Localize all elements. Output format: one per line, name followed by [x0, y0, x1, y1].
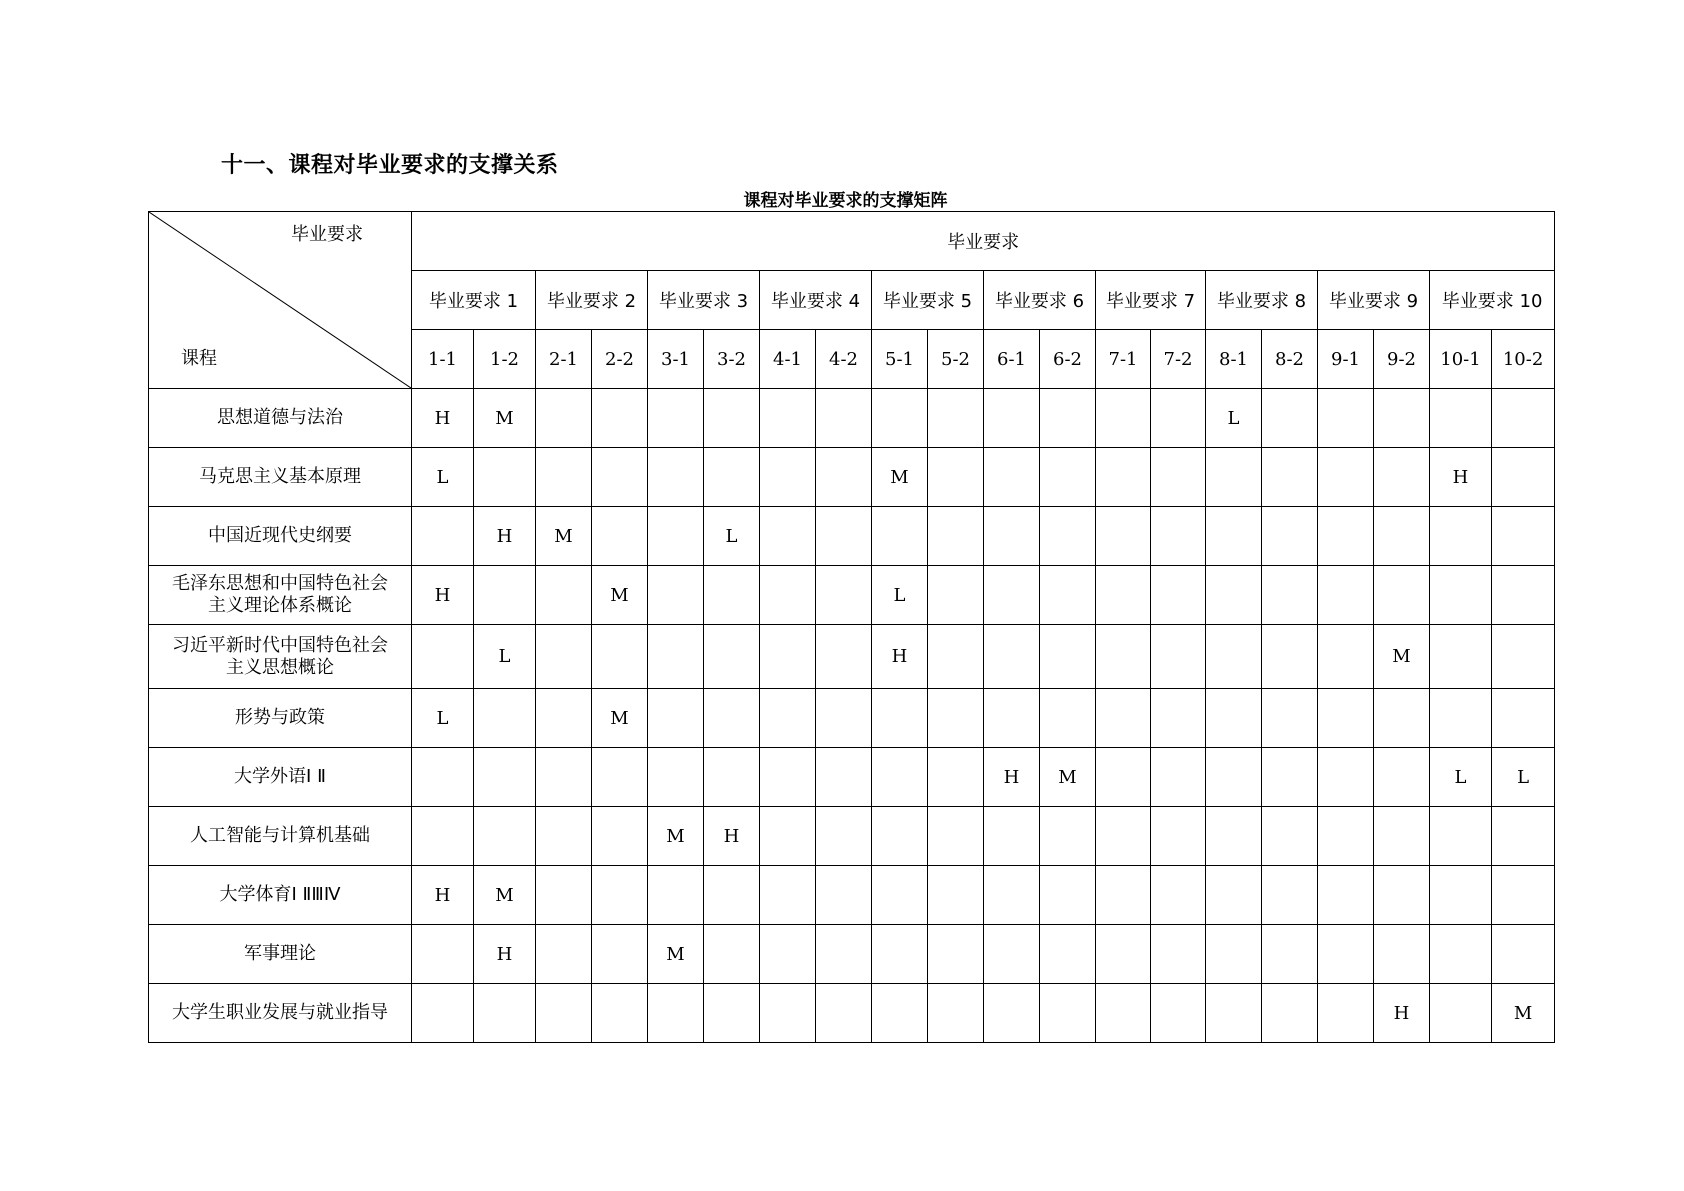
- course-name-cell: [149, 866, 412, 925]
- sub-requirement-1-1: 1-1: [412, 330, 474, 389]
- support-level-cell: [1318, 807, 1374, 866]
- requirement-group-4: 毕业要求 4: [760, 271, 872, 330]
- support-level-cell: [816, 748, 872, 807]
- support-level-cell: [760, 866, 816, 925]
- support-level-cell: [760, 689, 816, 748]
- support-level-cell: [1151, 566, 1206, 625]
- course-name-line: 中国近现代史纲要: [208, 525, 352, 546]
- support-level-cell: [872, 984, 928, 1043]
- support-level-cell: [592, 866, 648, 925]
- support-level-cell: [536, 389, 592, 448]
- support-level-cell: [1430, 566, 1492, 625]
- support-level-cell: [1262, 566, 1318, 625]
- support-level-cell: [1151, 984, 1206, 1043]
- sub-requirement-6-2: 6-2: [1040, 330, 1096, 389]
- section-title: 十一、课程对毕业要求的支撑关系: [221, 153, 559, 178]
- course-name-line: 军事理论: [244, 943, 316, 964]
- support-level-cell: [1040, 625, 1096, 689]
- support-level-cell: [760, 448, 816, 507]
- support-level-cell: [1040, 807, 1096, 866]
- course-name-cell: [149, 925, 412, 984]
- support-level-cell: H: [474, 507, 536, 566]
- support-level-cell: [1096, 866, 1151, 925]
- sub-requirement-4-1: 4-1: [760, 330, 816, 389]
- support-level-cell: [760, 984, 816, 1043]
- support-level-cell: [1430, 625, 1492, 689]
- requirement-group-8: 毕业要求 8: [1206, 271, 1318, 330]
- support-level-cell: [928, 866, 984, 925]
- support-level-cell: [474, 748, 536, 807]
- support-level-cell: [1492, 507, 1555, 566]
- support-level-cell: [1151, 925, 1206, 984]
- course-name-line: 马克思主义基本原理: [199, 466, 361, 487]
- support-level-cell: [592, 925, 648, 984]
- support-level-cell: [928, 389, 984, 448]
- sub-requirement-3-1: 3-1: [648, 330, 704, 389]
- course-row: [149, 984, 1555, 1043]
- header-row-main: [149, 212, 1555, 271]
- support-level-cell: [1262, 507, 1318, 566]
- support-level-cell: [928, 925, 984, 984]
- support-level-cell: [1040, 389, 1096, 448]
- support-level-cell: M: [592, 689, 648, 748]
- course-name-line: 习近平新时代中国特色社会: [172, 634, 388, 656]
- support-level-cell: [536, 925, 592, 984]
- support-level-cell: H: [1430, 448, 1492, 507]
- support-level-cell: [1096, 566, 1151, 625]
- support-level-cell: [1206, 448, 1262, 507]
- support-level-cell: M: [648, 807, 704, 866]
- support-level-cell: [1040, 448, 1096, 507]
- support-level-cell: [704, 625, 760, 689]
- requirement-group-1: 毕业要求 1: [412, 271, 536, 330]
- support-level-cell: [1096, 507, 1151, 566]
- course-row: [149, 689, 1555, 748]
- support-level-cell: [760, 389, 816, 448]
- support-level-cell: H: [1374, 984, 1430, 1043]
- support-level-cell: L: [1430, 748, 1492, 807]
- sub-requirement-6-1: 6-1: [984, 330, 1040, 389]
- support-level-cell: [1206, 625, 1262, 689]
- support-level-cell: [1262, 389, 1318, 448]
- support-level-cell: [760, 566, 816, 625]
- course-name-line: 大学体育Ⅰ ⅡⅢⅣ: [219, 884, 341, 905]
- requirement-group-6: 毕业要求 6: [984, 271, 1096, 330]
- support-level-cell: [474, 807, 536, 866]
- support-level-cell: [536, 748, 592, 807]
- support-level-cell: [816, 448, 872, 507]
- requirement-group-7: 毕业要求 7: [1096, 271, 1206, 330]
- support-level-cell: [1318, 748, 1374, 807]
- support-level-cell: [1318, 984, 1374, 1043]
- support-level-cell: [474, 566, 536, 625]
- support-level-cell: [1492, 866, 1555, 925]
- support-level-cell: [816, 925, 872, 984]
- support-level-cell: [1318, 507, 1374, 566]
- support-level-cell: [760, 807, 816, 866]
- support-level-cell: [984, 807, 1040, 866]
- course-name-cell: [149, 689, 412, 748]
- corner-course-label: 课程: [181, 348, 217, 369]
- course-row: [149, 566, 1555, 625]
- support-level-cell: L: [1206, 389, 1262, 448]
- support-level-cell: [1318, 389, 1374, 448]
- support-level-cell: [1151, 748, 1206, 807]
- support-level-cell: H: [984, 748, 1040, 807]
- support-level-cell: [872, 748, 928, 807]
- support-level-cell: [1151, 389, 1206, 448]
- sub-requirement-10-1: 10-1: [1430, 330, 1492, 389]
- support-level-cell: [648, 689, 704, 748]
- support-level-cell: [1151, 689, 1206, 748]
- course-row: [149, 925, 1555, 984]
- support-level-cell: M: [474, 866, 536, 925]
- course-row: [149, 748, 1555, 807]
- support-level-cell: [1430, 689, 1492, 748]
- matrix-body: [149, 389, 1555, 1043]
- support-level-cell: [1262, 689, 1318, 748]
- support-level-cell: [1262, 625, 1318, 689]
- support-level-cell: [412, 925, 474, 984]
- support-level-cell: [928, 748, 984, 807]
- support-level-cell: [648, 984, 704, 1043]
- course-name-cell: [149, 448, 412, 507]
- support-level-cell: [1430, 984, 1492, 1043]
- support-level-cell: [1430, 807, 1492, 866]
- support-level-cell: [648, 748, 704, 807]
- support-level-cell: H: [704, 807, 760, 866]
- sub-requirement-5-1: 5-1: [872, 330, 928, 389]
- support-level-cell: [984, 866, 1040, 925]
- support-level-cell: [592, 807, 648, 866]
- support-level-cell: M: [1492, 984, 1555, 1043]
- requirement-group-10: 毕业要求 10: [1430, 271, 1555, 330]
- support-level-cell: [1492, 925, 1555, 984]
- support-level-cell: [592, 389, 648, 448]
- support-level-cell: [704, 448, 760, 507]
- support-level-cell: [760, 625, 816, 689]
- course-name-line: 形势与政策: [235, 707, 325, 728]
- support-level-cell: L: [412, 448, 474, 507]
- support-level-cell: [1040, 866, 1096, 925]
- sub-requirement-2-1: 2-1: [536, 330, 592, 389]
- support-level-cell: [816, 625, 872, 689]
- course-row: [149, 507, 1555, 566]
- course-row: [149, 625, 1555, 689]
- support-level-cell: [704, 566, 760, 625]
- support-level-cell: [1430, 866, 1492, 925]
- support-level-cell: [928, 689, 984, 748]
- support-level-cell: [1206, 566, 1262, 625]
- support-level-cell: [816, 866, 872, 925]
- requirement-group-3: 毕业要求 3: [648, 271, 760, 330]
- sub-requirement-1-2: 1-2: [474, 330, 536, 389]
- support-level-cell: [1374, 866, 1430, 925]
- support-level-cell: [1096, 448, 1151, 507]
- support-level-cell: [1318, 448, 1374, 507]
- support-level-cell: [984, 689, 1040, 748]
- support-matrix-table: [148, 211, 1555, 1043]
- course-name-cell: [149, 807, 412, 866]
- requirement-group-5: 毕业要求 5: [872, 271, 984, 330]
- sub-requirement-9-1: 9-1: [1318, 330, 1374, 389]
- support-level-cell: [760, 925, 816, 984]
- support-level-cell: [1318, 566, 1374, 625]
- support-level-cell: [1206, 748, 1262, 807]
- support-level-cell: [1374, 389, 1430, 448]
- support-level-cell: [474, 984, 536, 1043]
- support-level-cell: [536, 566, 592, 625]
- sub-requirement-5-2: 5-2: [928, 330, 984, 389]
- support-level-cell: [648, 448, 704, 507]
- support-level-cell: M: [872, 448, 928, 507]
- support-level-cell: [1151, 625, 1206, 689]
- support-level-cell: [872, 389, 928, 448]
- support-level-cell: L: [474, 625, 536, 689]
- support-level-cell: [704, 748, 760, 807]
- support-level-cell: [984, 984, 1040, 1043]
- support-level-cell: M: [1040, 748, 1096, 807]
- support-level-cell: [816, 689, 872, 748]
- support-level-cell: [1374, 689, 1430, 748]
- support-level-cell: [704, 866, 760, 925]
- support-level-cell: [1040, 689, 1096, 748]
- support-level-cell: [412, 807, 474, 866]
- support-level-cell: L: [1492, 748, 1555, 807]
- support-level-cell: [1096, 689, 1151, 748]
- support-level-cell: [928, 984, 984, 1043]
- course-name-line: 思想道德与法治: [217, 407, 343, 428]
- support-level-cell: M: [1374, 625, 1430, 689]
- support-level-cell: [872, 807, 928, 866]
- sub-requirement-7-1: 7-1: [1096, 330, 1151, 389]
- course-row: [149, 866, 1555, 925]
- support-level-cell: [1374, 748, 1430, 807]
- sub-requirement-4-2: 4-2: [816, 330, 872, 389]
- course-name-cell: [149, 625, 412, 689]
- support-level-cell: [474, 689, 536, 748]
- support-level-cell: H: [412, 866, 474, 925]
- course-row: [149, 448, 1555, 507]
- support-level-cell: H: [872, 625, 928, 689]
- support-level-cell: [1318, 689, 1374, 748]
- support-level-cell: [592, 448, 648, 507]
- support-level-cell: [984, 925, 1040, 984]
- support-level-cell: [872, 689, 928, 748]
- support-level-cell: [1151, 448, 1206, 507]
- support-level-cell: [412, 984, 474, 1043]
- support-level-cell: H: [474, 925, 536, 984]
- support-level-cell: [816, 507, 872, 566]
- support-level-cell: [1040, 984, 1096, 1043]
- support-level-cell: [1151, 866, 1206, 925]
- support-level-cell: M: [592, 566, 648, 625]
- corner-cell: [149, 212, 412, 389]
- support-level-cell: [928, 507, 984, 566]
- course-row: [149, 389, 1555, 448]
- support-level-cell: [1262, 866, 1318, 925]
- support-level-cell: [816, 984, 872, 1043]
- table-caption: 课程对毕业要求的支撑矩阵: [743, 191, 948, 211]
- course-row: [149, 807, 1555, 866]
- support-level-cell: [1318, 625, 1374, 689]
- support-level-cell: [1040, 925, 1096, 984]
- support-level-cell: [1492, 807, 1555, 866]
- course-name-line: 主义思想概论: [226, 656, 334, 678]
- requirements-header: 毕业要求: [412, 212, 1555, 271]
- support-level-cell: [536, 689, 592, 748]
- support-level-cell: [928, 625, 984, 689]
- sub-requirement-7-2: 7-2: [1151, 330, 1206, 389]
- corner-requirement-label: 毕业要求: [291, 224, 363, 245]
- support-level-cell: [1374, 507, 1430, 566]
- support-level-cell: [1096, 625, 1151, 689]
- support-level-cell: [1374, 448, 1430, 507]
- support-level-cell: [412, 748, 474, 807]
- support-level-cell: M: [474, 389, 536, 448]
- support-level-cell: [760, 748, 816, 807]
- support-level-cell: H: [412, 566, 474, 625]
- support-level-cell: [1151, 807, 1206, 866]
- support-level-cell: [536, 625, 592, 689]
- requirement-group-2: 毕业要求 2: [536, 271, 648, 330]
- support-level-cell: M: [536, 507, 592, 566]
- support-level-cell: [928, 566, 984, 625]
- support-level-cell: [648, 866, 704, 925]
- support-level-cell: [704, 925, 760, 984]
- support-level-cell: [1318, 866, 1374, 925]
- support-level-cell: [1430, 389, 1492, 448]
- support-level-cell: [1492, 625, 1555, 689]
- course-name-cell: [149, 389, 412, 448]
- support-level-cell: [1206, 807, 1262, 866]
- support-level-cell: [984, 625, 1040, 689]
- support-level-cell: H: [412, 389, 474, 448]
- support-level-cell: [1096, 925, 1151, 984]
- sub-requirement-3-2: 3-2: [704, 330, 760, 389]
- support-level-cell: [872, 507, 928, 566]
- support-level-cell: [1151, 507, 1206, 566]
- sub-requirement-2-2: 2-2: [592, 330, 648, 389]
- support-level-cell: [1374, 925, 1430, 984]
- course-name-line: 大学生职业发展与就业指导: [172, 1002, 388, 1023]
- support-level-cell: [1096, 807, 1151, 866]
- support-level-cell: [592, 625, 648, 689]
- support-level-cell: [1262, 925, 1318, 984]
- support-level-cell: [592, 748, 648, 807]
- support-level-cell: [872, 925, 928, 984]
- support-level-cell: M: [648, 925, 704, 984]
- support-level-cell: [1262, 748, 1318, 807]
- support-level-cell: [1262, 448, 1318, 507]
- support-level-cell: [412, 507, 474, 566]
- support-level-cell: [1262, 807, 1318, 866]
- course-name-line: 人工智能与计算机基础: [190, 825, 370, 846]
- support-level-cell: [1318, 925, 1374, 984]
- course-name-cell: [149, 507, 412, 566]
- support-level-cell: [648, 389, 704, 448]
- support-level-cell: [1206, 984, 1262, 1043]
- support-level-cell: [1206, 689, 1262, 748]
- support-level-cell: [412, 625, 474, 689]
- support-level-cell: [536, 866, 592, 925]
- requirement-group-9: 毕业要求 9: [1318, 271, 1430, 330]
- support-level-cell: [872, 866, 928, 925]
- support-level-cell: [928, 807, 984, 866]
- support-level-cell: [1374, 566, 1430, 625]
- support-level-cell: [474, 448, 536, 507]
- support-level-cell: [1040, 566, 1096, 625]
- support-level-cell: [984, 566, 1040, 625]
- support-level-cell: [1206, 507, 1262, 566]
- support-level-cell: [1096, 984, 1151, 1043]
- support-level-cell: [704, 689, 760, 748]
- support-level-cell: [1492, 689, 1555, 748]
- course-name-line: 毛泽东思想和中国特色社会: [172, 573, 388, 594]
- support-level-cell: [1206, 866, 1262, 925]
- support-level-cell: [1492, 448, 1555, 507]
- support-level-cell: [592, 984, 648, 1043]
- support-level-cell: L: [872, 566, 928, 625]
- support-level-cell: [928, 448, 984, 507]
- support-level-cell: [1492, 566, 1555, 625]
- course-name-line: 主义理论体系概论: [208, 595, 352, 616]
- support-level-cell: [984, 507, 1040, 566]
- sub-requirement-8-2: 8-2: [1262, 330, 1318, 389]
- course-name-cell: [149, 566, 412, 625]
- sub-requirement-10-2: 10-2: [1492, 330, 1555, 389]
- support-level-cell: [816, 807, 872, 866]
- support-level-cell: [1040, 507, 1096, 566]
- course-name-cell: [149, 748, 412, 807]
- support-level-cell: [704, 389, 760, 448]
- support-level-cell: [816, 566, 872, 625]
- support-level-cell: [1096, 748, 1151, 807]
- support-level-cell: [1492, 389, 1555, 448]
- support-level-cell: [1206, 925, 1262, 984]
- support-level-cell: [1430, 507, 1492, 566]
- support-level-cell: [760, 507, 816, 566]
- support-level-cell: L: [412, 689, 474, 748]
- support-level-cell: [816, 389, 872, 448]
- sub-requirement-8-1: 8-1: [1206, 330, 1262, 389]
- support-level-cell: [648, 566, 704, 625]
- support-level-cell: [536, 984, 592, 1043]
- support-level-cell: [984, 448, 1040, 507]
- sub-requirement-9-2: 9-2: [1374, 330, 1430, 389]
- support-level-cell: [536, 448, 592, 507]
- support-level-cell: L: [704, 507, 760, 566]
- support-level-cell: [536, 807, 592, 866]
- support-level-cell: [648, 507, 704, 566]
- course-name-line: 大学外语Ⅰ Ⅱ: [234, 766, 326, 787]
- support-level-cell: [984, 389, 1040, 448]
- support-level-cell: [1374, 807, 1430, 866]
- support-level-cell: [592, 507, 648, 566]
- course-name-cell: [149, 984, 412, 1043]
- support-level-cell: [1430, 925, 1492, 984]
- support-level-cell: [1096, 389, 1151, 448]
- support-level-cell: [704, 984, 760, 1043]
- support-level-cell: [648, 625, 704, 689]
- support-level-cell: [1262, 984, 1318, 1043]
